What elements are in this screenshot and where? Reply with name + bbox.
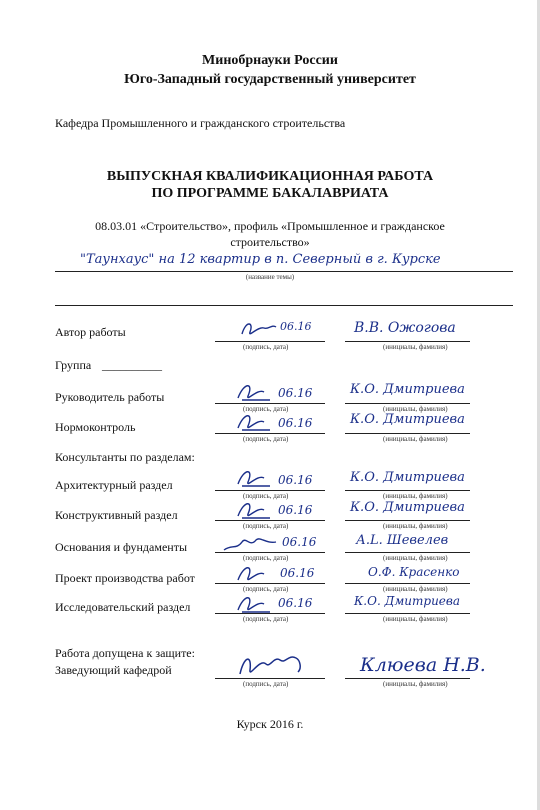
section-foundations-signature-icon	[222, 530, 278, 554]
section-architecture-date: 06.16	[278, 473, 313, 487]
topic-line-2	[55, 305, 513, 306]
author-sign-line	[215, 341, 325, 342]
supervisor-caption-left: (подпись, дата)	[243, 405, 289, 413]
university: Юго-Западный государственный университет	[124, 72, 416, 87]
group-blank: __________	[102, 358, 162, 372]
section-architecture-name-line	[345, 490, 470, 491]
section-foundations-label: Основания и фундаменты	[55, 540, 188, 554]
section-architecture-signature-icon	[234, 466, 274, 490]
section-works-caption-left: (подпись, дата)	[243, 585, 289, 593]
ministry: Минобрнауки России	[202, 53, 338, 68]
admit-line-2: Заведующий кафедрой	[55, 663, 172, 677]
supervisor-sign-line	[215, 403, 325, 404]
section-research-name: К.О. Дмитриева	[354, 594, 461, 608]
work-title: ВЫПУСКНАЯ КВАЛИФИКАЦИОННАЯ РАБОТА	[106, 169, 434, 184]
supervisor-name-line	[345, 403, 470, 404]
author-caption-left: (подпись, дата)	[243, 343, 289, 351]
supervisor-caption-right: (инициалы, фамилия)	[383, 405, 448, 413]
supervisor-name: К.О. Дмитриева	[350, 382, 465, 397]
section-structural-name: К.О. Дмитриева	[350, 500, 465, 515]
normcontrol-name: К.О. Дмитриева	[350, 412, 465, 427]
section-research-caption-right: (инициалы, фамилия)	[383, 615, 448, 623]
section-structural-date: 06.16	[278, 503, 313, 517]
author-name-line	[345, 341, 470, 342]
section-research-date: 06.16	[278, 596, 313, 610]
section-structural-sign-line	[215, 520, 325, 521]
section-research-name-line	[345, 613, 470, 614]
normcontrol-label: Нормоконтроль	[55, 420, 136, 434]
consultants-label: Консультанты по разделам:	[55, 450, 195, 464]
specialty-line-1: 08.03.01 «Строительство», профиль «Промышленное и гражданское	[95, 219, 445, 233]
topic-caption: (название темы)	[245, 273, 295, 281]
section-works-date: 06.16	[280, 566, 315, 580]
head-caption-left: (подпись, дата)	[243, 680, 289, 688]
supervisor-label: Руководитель работы	[55, 390, 165, 404]
head-caption-right: (инициалы, фамилия)	[383, 680, 448, 688]
section-architecture-caption-right: (инициалы, фамилия)	[383, 492, 448, 500]
head-name-line	[345, 678, 470, 679]
footer-city-year: Курск 2016 г.	[236, 717, 304, 731]
section-works-name-line	[345, 583, 470, 584]
section-research-caption-left: (подпись, дата)	[243, 615, 289, 623]
specialty-line-2: строительство»	[230, 235, 310, 249]
head-sign-line	[215, 678, 325, 679]
head-signature-icon	[236, 650, 306, 680]
head-name: Клюева Н.В.	[360, 654, 486, 676]
topic-handwritten: "Таунхаус" на 12 квартир в п. Северный в г. Курске	[80, 252, 441, 267]
section-architecture-name: К.О. Дмитриева	[350, 470, 465, 485]
topic-line	[55, 271, 513, 272]
section-architecture-sign-line	[215, 490, 325, 491]
section-structural-label: Конструктивный раздел	[55, 508, 178, 522]
normcontrol-caption-left: (подпись, дата)	[243, 435, 289, 443]
section-works-sign-line	[215, 583, 325, 584]
author-caption-right: (инициалы, фамилия)	[383, 343, 448, 351]
normcontrol-sign-line	[215, 433, 325, 434]
section-foundations-name-line	[345, 552, 470, 553]
section-foundations-date: 06.16	[282, 535, 317, 549]
author-name: В.В. Ожогова	[354, 320, 456, 336]
section-structural-name-line	[345, 520, 470, 521]
section-structural-signature-icon	[234, 498, 274, 522]
section-works-name: О.Ф. Красенко	[368, 565, 460, 579]
section-foundations-caption-left: (подпись, дата)	[243, 554, 289, 562]
section-works-caption-right: (инициалы, фамилия)	[383, 585, 448, 593]
normcontrol-signature-icon	[234, 410, 274, 434]
section-architecture-caption-left: (подпись, дата)	[243, 492, 289, 500]
author-signature-icon	[238, 318, 278, 340]
normcontrol-name-line	[345, 433, 470, 434]
normcontrol-date: 06.16	[278, 416, 313, 430]
supervisor-signature-icon	[234, 380, 274, 404]
supervisor-date: 06.16	[278, 386, 313, 400]
section-foundations-caption-right: (инициалы, фамилия)	[383, 554, 448, 562]
section-foundations-sign-line	[215, 552, 325, 553]
section-structural-caption-left: (подпись, дата)	[243, 522, 289, 530]
section-foundations-name: А.L. Шевелев	[356, 533, 449, 548]
group-label: Группа	[55, 358, 92, 372]
section-architecture-label: Архитектурный раздел	[55, 478, 173, 492]
department: Кафедра Промышленного и гражданского строительства	[55, 116, 346, 130]
section-structural-caption-right: (инициалы, фамилия)	[383, 522, 448, 530]
normcontrol-caption-right: (инициалы, фамилия)	[383, 435, 448, 443]
section-research-label: Исследовательский раздел	[55, 600, 191, 614]
author-date: 06.16	[280, 320, 312, 333]
author-label: Автор работы	[55, 325, 126, 339]
section-works-label: Проект производства работ	[55, 571, 195, 585]
admit-line-1: Работа допущена к защите:	[55, 646, 195, 660]
section-research-sign-line	[215, 613, 325, 614]
work-subtitle: ПО ПРОГРАММЕ БАКАЛАВРИАТА	[151, 186, 389, 201]
